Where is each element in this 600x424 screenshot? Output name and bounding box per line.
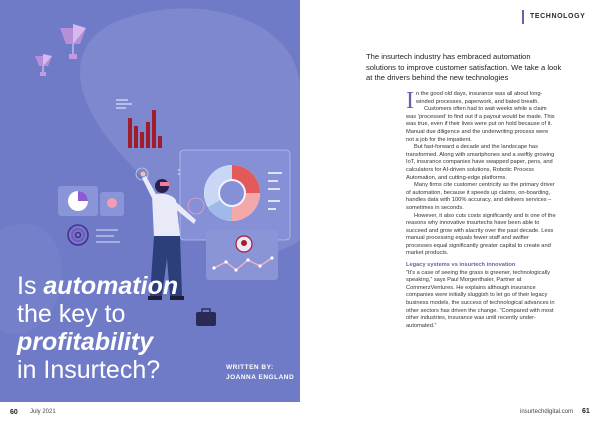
issue-date: July 2021 xyxy=(30,409,56,415)
paragraph: Customers often had to wait weeks while a claim was ‘processed’ to find out if a payout would be made. This was true, even if their lives were put on hold because of it. Manual due diligence and the underwriting process were not a job for the impatient. xyxy=(406,106,555,143)
headline xyxy=(17,272,217,384)
headline-line2: the key to xyxy=(17,300,126,328)
paragraph: “It’s a case of seeing the grass is greener, technologically speaking,” says Paul Morgenthaler, Partner at CommerzVentures. He explains although insurance companies were initially sluggish to let go of their legacy business models, the success of technological advances in other sectors has driven the change. “Compared with most other industries, insurance was until recently under-automated.” xyxy=(406,269,555,329)
drop-cap: I xyxy=(406,88,414,114)
pie-chart-icon xyxy=(68,191,88,211)
balloon-icon xyxy=(60,24,86,59)
subheading: Legacy systems vs insurtech innovation xyxy=(406,262,516,269)
paragraph: However, it also cuts costs significantly and is one of the reasons why innovative insurtechs have been able to succeed and grow with alacrity over the past decade. Less manual processing equals fewer staff and swifter processes equal significantly greater capital to create and market products. xyxy=(406,212,556,257)
right-page xyxy=(300,0,600,424)
headline-line4: in Insurtech? xyxy=(17,356,161,384)
section-label-text: TECHNOLOGY xyxy=(530,13,586,20)
text-lines-decor xyxy=(96,230,120,242)
spiral-icon xyxy=(68,225,88,245)
headline-line1-pre: Is xyxy=(17,272,44,300)
paragraph xyxy=(406,88,556,114)
website-url: insurtechdigital.com xyxy=(520,409,574,415)
left-page xyxy=(0,0,300,402)
paragraph: But fast-forward a decade and the landscape has transformed. Along with smartphones and a swiftly growing IoT, insurance companies have swapped paper, pens, and calculators for AI-driven solutions, Robotic Process Automation, and cutting-edge platforms. xyxy=(406,144,555,181)
standfirst: The insurtech industry has embraced automation solutions to improve customer satisfaction. We take a look at the drivers behind the new technologies xyxy=(366,52,562,82)
headline-emphasis-automation: automation xyxy=(43,272,179,300)
balloon-icon xyxy=(35,54,52,76)
page-number-right: 61 xyxy=(582,408,590,415)
author-name: JOANNA ENGLAND xyxy=(226,374,295,381)
paragraph-text: n the good old days, insurance was all about long-winded processes, paperwork, and bated breath. xyxy=(416,91,543,105)
left-footer xyxy=(0,402,300,424)
headline-emphasis-profitability: profitability xyxy=(17,328,154,356)
profile-avatar xyxy=(107,198,117,208)
paragraph: Many firms cite customer centricity as the primary driver of automation, because it speeds up claims, on-boarding, handles data with 100% accuracy, and delivers services – sometimes in seconds. xyxy=(406,182,555,211)
article-body xyxy=(406,88,556,330)
donut-chart-icon xyxy=(204,165,260,221)
page-number-left: 60 xyxy=(10,409,18,416)
section-label xyxy=(522,10,598,24)
written-by-label: WRITTEN BY: xyxy=(226,364,274,371)
